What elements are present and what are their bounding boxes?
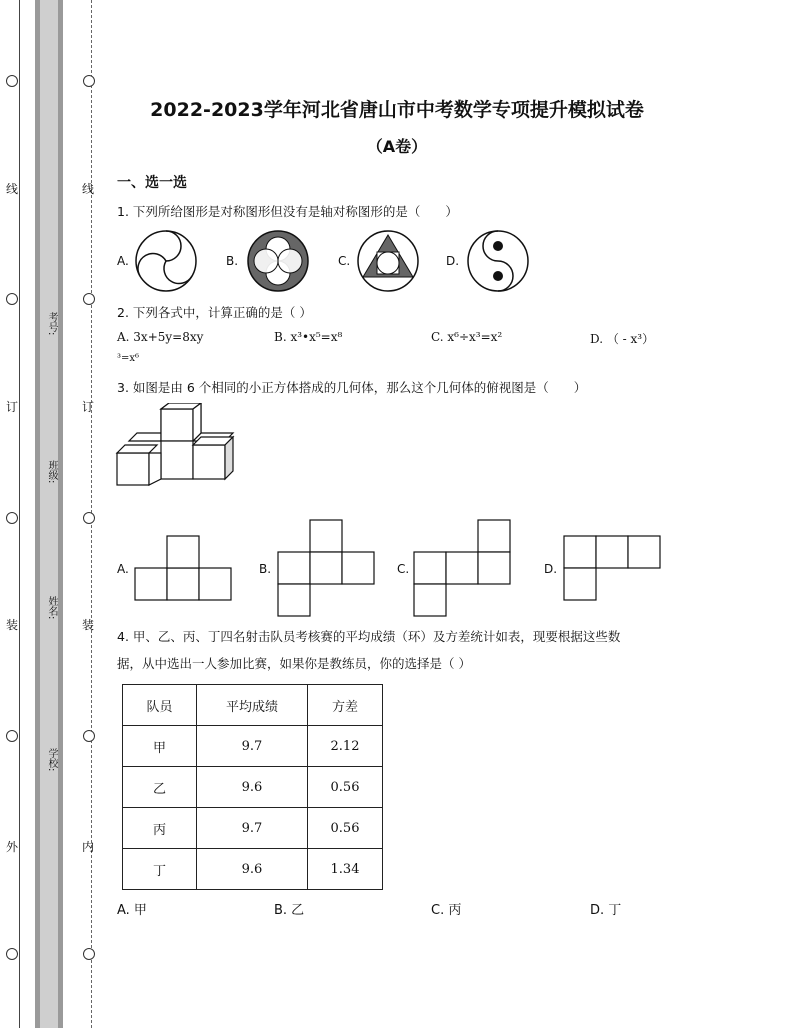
table-cell: 9.6 — [197, 767, 308, 808]
page-subtitle: （A卷） — [366, 137, 428, 156]
q3-solid-figure — [115, 403, 240, 489]
q1-figure-b — [246, 229, 310, 293]
binding-hole — [6, 512, 18, 524]
q2-option-c: C. x⁶÷x³=x² — [431, 330, 503, 344]
section-heading: 一、选一选 — [117, 175, 187, 191]
table-header: 队员 — [123, 685, 197, 726]
margin-char: 线 — [82, 182, 95, 196]
margin-char: 内 — [82, 840, 95, 854]
q3-option-b-label: B. — [259, 562, 272, 576]
q4-option-a: A. 甲 — [117, 903, 147, 918]
margin-char: 线 — [6, 182, 19, 196]
binding-hole — [83, 948, 95, 960]
q1-figure-c — [356, 229, 420, 293]
q1-figure-a — [134, 229, 198, 293]
q1-option-b-label: B. — [226, 254, 239, 268]
table-cell: 丙 — [123, 808, 197, 849]
binding-hole — [6, 293, 18, 305]
q1-option-c-label: C. — [338, 254, 351, 268]
table-cell: 0.56 — [308, 767, 383, 808]
q4-option-c: C. 丙 — [431, 903, 462, 918]
table-row — [123, 726, 383, 767]
stats-table — [122, 684, 383, 890]
q2-option-b: B. x³•x⁵=x⁸ — [274, 330, 343, 344]
table-header: 平均成绩 — [197, 685, 308, 726]
binding-hole — [83, 512, 95, 524]
table-row — [123, 849, 383, 890]
table-header-row — [123, 685, 383, 726]
page-title: 2022-2023学年河北省唐山市中考数学专项提升模拟试卷 — [150, 99, 644, 121]
margin-char: 装 — [6, 618, 19, 632]
margin-char: 装 — [82, 618, 95, 632]
q4-option-b: B. 乙 — [274, 903, 305, 918]
q2-option-d-continued: ³=x⁶ — [117, 353, 140, 364]
binding-hole — [83, 293, 95, 305]
q1-figure-d — [466, 229, 530, 293]
q3-view-c — [413, 519, 513, 617]
binding-hole — [6, 730, 18, 742]
table-cell: 乙 — [123, 767, 197, 808]
q2-option-a: A. 3x+5y=8xy — [117, 330, 204, 344]
q2-option-d: D. （ - x³） — [590, 332, 655, 346]
binding-hole — [83, 730, 95, 742]
table-cell: 9.6 — [197, 849, 308, 890]
table-cell: 丁 — [123, 849, 197, 890]
margin-char: 订 — [82, 400, 95, 414]
q3-view-b — [277, 519, 377, 617]
field-exam-number: 考号: — [46, 312, 57, 336]
margin-char: 订 — [6, 400, 19, 414]
q3-view-a — [134, 535, 234, 601]
q3-option-d-label: D. — [544, 562, 558, 576]
table-cell: 1.34 — [308, 849, 383, 890]
question-1-stem: 1. 下列所给图形是对称图形但没有是轴对称图形的是（ ） — [117, 204, 458, 219]
q4-option-d: D. 丁 — [590, 903, 622, 918]
table-cell: 甲 — [123, 726, 197, 767]
binding-hole — [6, 75, 18, 87]
margin-char: 外 — [6, 840, 19, 854]
q1-option-a-label: A. — [117, 254, 129, 268]
question-4-stem-line1: 4. 甲、乙、丙、丁四名射击队员考核赛的平均成绩（环）及方差统计如表，现要根据这些数 — [117, 629, 621, 644]
table-row — [123, 767, 383, 808]
table-row — [123, 808, 383, 849]
field-school: 学校: — [46, 748, 57, 772]
q3-option-a-label: A. — [117, 562, 129, 576]
question-4-stem-line2: 据，从中选出一人参加比赛，如果你是教练员，你的选择是（ ） — [117, 656, 471, 671]
field-class: 班级: — [46, 460, 57, 484]
table-cell: 0.56 — [308, 808, 383, 849]
q1-option-d-label: D. — [446, 254, 460, 268]
q3-option-c-label: C. — [397, 562, 410, 576]
field-name: 姓名: — [46, 596, 57, 620]
binding-hole — [6, 948, 18, 960]
table-cell: 9.7 — [197, 808, 308, 849]
question-3-stem: 3. 如图是由 6 个相同的小正方体搭成的几何体，那么这个几何体的俯视图是（ ） — [117, 380, 587, 395]
binding-hole — [83, 75, 95, 87]
table-cell: 9.7 — [197, 726, 308, 767]
table-cell: 2.12 — [308, 726, 383, 767]
question-2-stem: 2. 下列各式中，计算正确的是（ ） — [117, 305, 312, 320]
q3-view-d — [563, 535, 663, 601]
table-header: 方差 — [308, 685, 383, 726]
